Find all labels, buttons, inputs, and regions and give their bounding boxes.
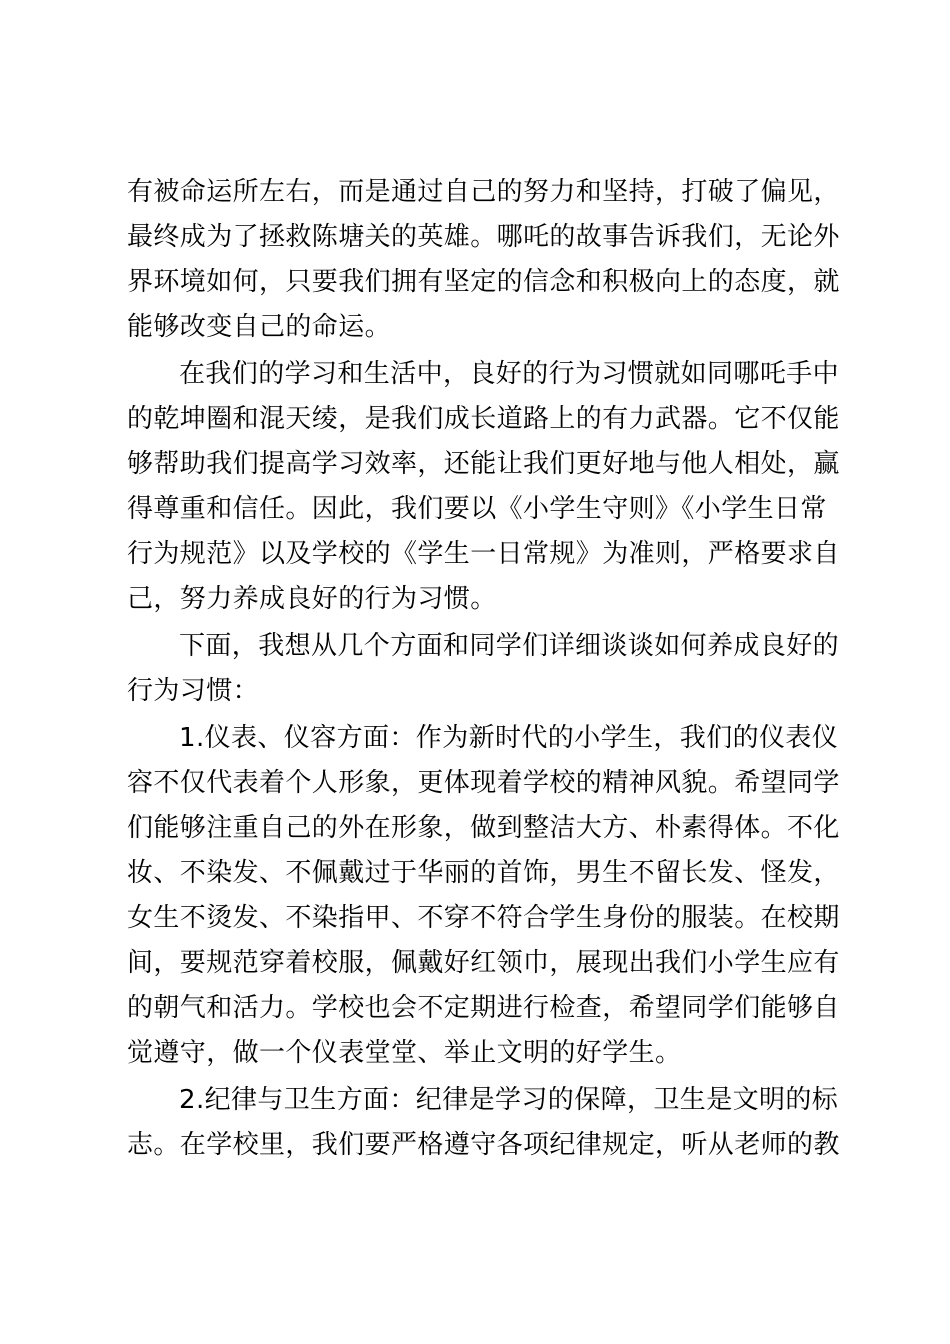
text-line: 行为规范》以及学校的《学生一日常规》为准则，严格要求自 bbox=[127, 539, 840, 569]
text-line: 界环境如何，只要我们拥有坚定的信念和积极向上的态度，就 bbox=[127, 267, 840, 297]
text-line: 够帮助我们提高学习效率，还能让我们更好地与他人相处，赢 bbox=[127, 449, 840, 479]
text-line: 行为习惯： bbox=[127, 676, 260, 706]
text-line: 1.仪表、仪容方面：作为新时代的小学生，我们的仪表仪 bbox=[179, 723, 839, 753]
text-line: 能够改变自己的命运。 bbox=[127, 312, 392, 342]
text-line: 己，努力养成良好的行为习惯。 bbox=[127, 584, 497, 614]
text-line: 2.纪律与卫生方面：纪律是学习的保障，卫生是文明的标 bbox=[179, 1085, 839, 1115]
text-line: 在我们的学习和生活中，良好的行为习惯就如同哪吒手中 bbox=[179, 359, 840, 389]
document-body bbox=[127, 170, 840, 1168]
text-line: 女生不烫发、不染指甲、不穿不符合学生身份的服装。在校期 bbox=[127, 903, 840, 933]
text-line: 们能够注重自己的外在形象，做到整洁大方、朴素得体。不化 bbox=[127, 813, 840, 843]
text-line: 得尊重和信任。因此，我们要以《小学生守则》《小学生日常 bbox=[127, 494, 827, 524]
text-line: 容不仅代表着个人形象，更体现着学校的精神风貌。希望同学 bbox=[127, 768, 840, 798]
text-line: 最终成为了拯救陈塘关的英雄。哪吒的故事告诉我们，无论外 bbox=[127, 222, 840, 252]
text-line: 间，要规范穿着校服，佩戴好红领巾，展现出我们小学生应有 bbox=[127, 948, 840, 978]
text-line: 下面，我想从几个方面和同学们详细谈谈如何养成良好的 bbox=[179, 631, 840, 661]
text-line: 的朝气和活力。学校也会不定期进行检查，希望同学们能够自 bbox=[127, 993, 840, 1023]
text-line: 有被命运所左右，而是通过自己的努力和坚持，打破了偏见， bbox=[127, 177, 840, 207]
text-line: 志。在学校里，我们要严格遵守各项纪律规定，听从老师的教 bbox=[127, 1130, 840, 1160]
text-line: 的乾坤圈和混天绫，是我们成长道路上的有力武器。它不仅能 bbox=[127, 404, 840, 434]
text-line: 妆、不染发、不佩戴过于华丽的首饰，男生不留长发、怪发， bbox=[127, 858, 840, 888]
text-line: 觉遵守，做一个仪表堂堂、举止文明的好学生。 bbox=[127, 1038, 682, 1068]
